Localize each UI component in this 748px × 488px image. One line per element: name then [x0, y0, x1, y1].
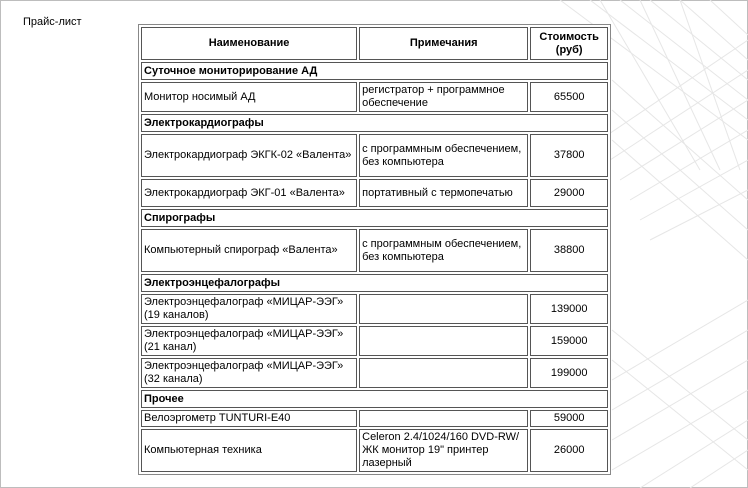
- item-price: 159000: [530, 326, 608, 356]
- item-name: Электрокардиограф ЭКГК-02 «Валента»: [141, 134, 357, 177]
- header-name: Наименование: [141, 27, 357, 60]
- category-row: [141, 114, 608, 132]
- header-note: Примечания: [359, 27, 528, 60]
- item-name: Электроэнцефалограф «МИЦАР-ЭЭГ» (32 канала): [141, 358, 357, 388]
- item-price: 59000: [530, 410, 608, 427]
- category-title: Электроэнцефалографы: [141, 274, 608, 292]
- table-row: [141, 229, 608, 272]
- page-title: Прайс-лист: [23, 16, 82, 28]
- item-note: Celeron 2.4/1024/160 DVD-RW/ЖК монитор 19" принтер лазерный: [359, 429, 528, 472]
- item-price: 26000: [530, 429, 608, 472]
- table-row: [141, 358, 608, 388]
- item-note: [359, 326, 528, 356]
- item-note: [359, 294, 528, 324]
- item-note: [359, 410, 528, 427]
- price-table: [138, 24, 611, 475]
- table-row: [141, 82, 608, 112]
- item-price: 37800: [530, 134, 608, 177]
- category-title: Суточное мониторирование АД: [141, 62, 608, 80]
- item-price: 139000: [530, 294, 608, 324]
- table-row: [141, 294, 608, 324]
- category-title: Спирографы: [141, 209, 608, 227]
- category-row: [141, 390, 608, 408]
- item-name: Монитор носимый АД: [141, 82, 357, 112]
- item-name: Электроэнцефалограф «МИЦАР-ЭЭГ» (21 канал): [141, 326, 357, 356]
- item-note: с программным обеспечением, без компьютера: [359, 134, 528, 177]
- category-row: [141, 62, 608, 80]
- header-price: Стоимость (руб): [530, 27, 608, 60]
- item-name: Электрокардиограф ЭКГ-01 «Валента»: [141, 179, 357, 207]
- category-title: Электрокардиографы: [141, 114, 608, 132]
- item-name: Компьютерная техника: [141, 429, 357, 472]
- category-row: [141, 274, 608, 292]
- item-note: с программным обеспечением, без компьютера: [359, 229, 528, 272]
- table-row: [141, 326, 608, 356]
- table-row: [141, 429, 608, 472]
- category-title: Прочее: [141, 390, 608, 408]
- table-row: [141, 410, 608, 427]
- category-row: [141, 209, 608, 227]
- item-note: [359, 358, 528, 388]
- item-price: 29000: [530, 179, 608, 207]
- item-price: 38800: [530, 229, 608, 272]
- item-price: 65500: [530, 82, 608, 112]
- item-note: портативный с термопечатью: [359, 179, 528, 207]
- item-note: регистратор + программное обеспечение: [359, 82, 528, 112]
- item-name: Велоэргометр TUNTURI-E40: [141, 410, 357, 427]
- item-name: Компьютерный спирограф «Валента»: [141, 229, 357, 272]
- table-row: [141, 134, 608, 177]
- item-price: 199000: [530, 358, 608, 388]
- table-header-row: [141, 27, 608, 60]
- item-name: Электроэнцефалограф «МИЦАР-ЭЭГ» (19 каналов): [141, 294, 357, 324]
- table-row: [141, 179, 608, 207]
